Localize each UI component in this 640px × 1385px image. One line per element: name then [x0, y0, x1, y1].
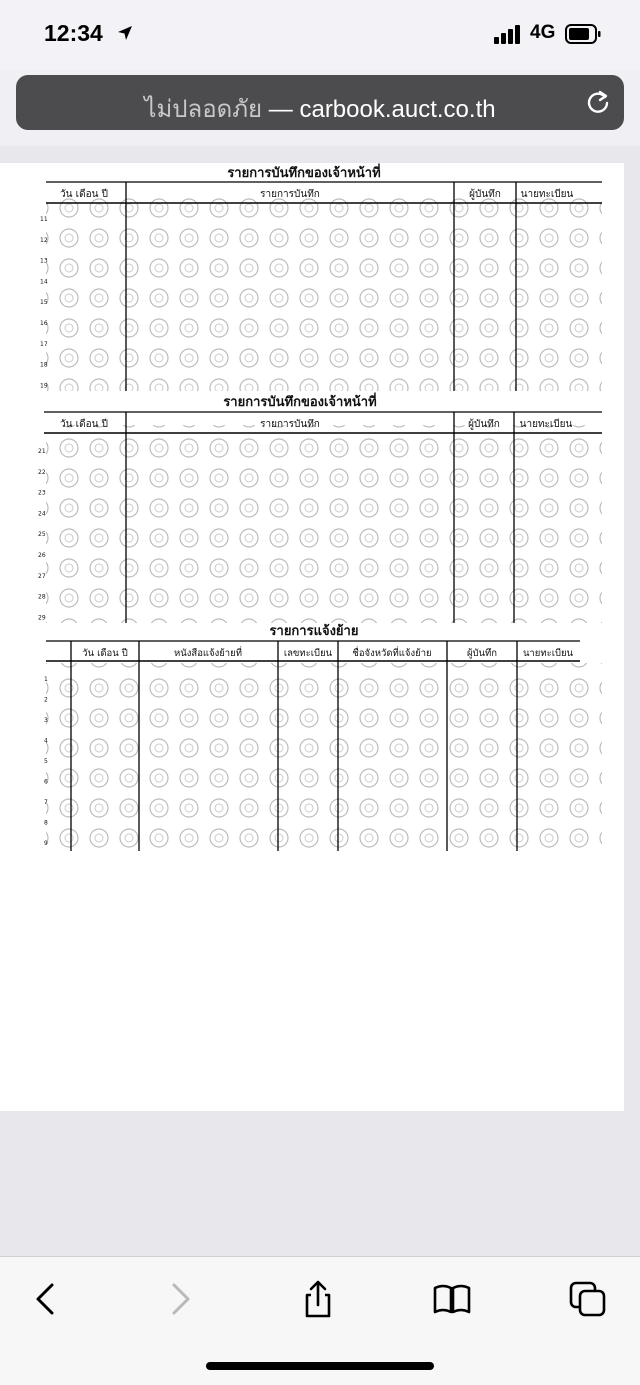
status-time: 12:34: [44, 20, 103, 46]
row-number: 11: [40, 216, 48, 223]
battery-icon: [565, 24, 601, 44]
col-date: วัน เดือน ปี: [82, 648, 128, 659]
section-3-title: รายการแจ้งย้าย: [269, 624, 359, 639]
row-number: 16: [40, 320, 48, 327]
section-1-title: รายการบันทึกของเจ้าหน้าที่: [227, 166, 381, 181]
network-type: 4G: [530, 22, 556, 43]
section-1: [40, 163, 602, 391]
bookmarks-icon[interactable]: [432, 1279, 472, 1319]
row-number: 17: [40, 340, 48, 348]
tabs-icon[interactable]: [568, 1279, 608, 1319]
section-2-title: รายการบันทึกของเจ้าหน้าที่: [223, 395, 377, 410]
row-number: 23: [38, 489, 46, 497]
col-province: ชื่อจังหวัดที่แจ้งย้าย: [352, 648, 432, 659]
row-number: 5: [44, 758, 48, 765]
col-recorder: ผู้บันทึก: [468, 419, 500, 430]
row-number: 14: [40, 278, 48, 286]
col-registrar: นายทะเบียน: [519, 419, 573, 430]
section-2: [38, 392, 602, 623]
row-number: 26: [38, 552, 46, 559]
col-record: รายการบันทึก: [260, 189, 320, 200]
col-recorder: ผู้บันทึก: [466, 648, 498, 659]
reload-icon[interactable]: [584, 88, 612, 116]
row-number: 19: [40, 382, 48, 390]
col-date: วัน เดือน ปี: [60, 189, 108, 200]
url-text[interactable]: [16, 89, 624, 128]
home-indicator: [206, 1362, 434, 1370]
col-registrar: นายทะเบียน: [522, 648, 574, 659]
row-number: 1: [44, 676, 48, 683]
row-number: 9: [44, 840, 48, 847]
row-number: 24: [38, 510, 46, 518]
address-bar[interactable]: [16, 75, 624, 130]
url-domain: carbook.auct.co.th: [299, 96, 496, 123]
insecure-label: ไม่ปลอดภัย: [144, 96, 263, 123]
url-separator: —: [262, 96, 300, 123]
share-icon[interactable]: [298, 1279, 338, 1319]
row-number: 7: [44, 799, 48, 806]
row-number: 21: [38, 448, 46, 455]
col-date: วัน เดือน ปี: [60, 419, 108, 430]
status-bar: [0, 0, 640, 70]
row-number: 12: [40, 236, 48, 244]
col-letter: หนังสือแจ้งย้ายที่: [174, 648, 242, 659]
row-number: 2: [44, 696, 48, 704]
row-number: 27: [38, 572, 46, 580]
location-arrow-icon: [116, 24, 134, 42]
back-icon[interactable]: [26, 1279, 66, 1319]
col-registrar: นายทะเบียน: [520, 189, 574, 200]
row-number: 22: [38, 468, 46, 476]
col-recorder: ผู้บันทึก: [469, 189, 501, 200]
registration-form-image: [24, 163, 610, 851]
cellular-signal-icon: [494, 24, 524, 44]
row-number: 29: [38, 614, 46, 622]
col-plate: เลขทะเบียน: [283, 648, 333, 659]
row-number: 3: [44, 717, 48, 724]
row-number: 8: [44, 819, 48, 827]
row-number: 18: [40, 361, 48, 369]
forward-icon[interactable]: [160, 1279, 200, 1319]
row-number: 13: [40, 257, 48, 265]
col-record: รายการบันทึก: [260, 419, 320, 430]
row-number: 6: [44, 778, 48, 786]
row-number: 25: [38, 531, 46, 539]
row-number: 4: [44, 737, 48, 745]
row-number: 28: [38, 593, 46, 601]
row-number: 15: [40, 299, 48, 307]
section-3: [44, 623, 602, 851]
